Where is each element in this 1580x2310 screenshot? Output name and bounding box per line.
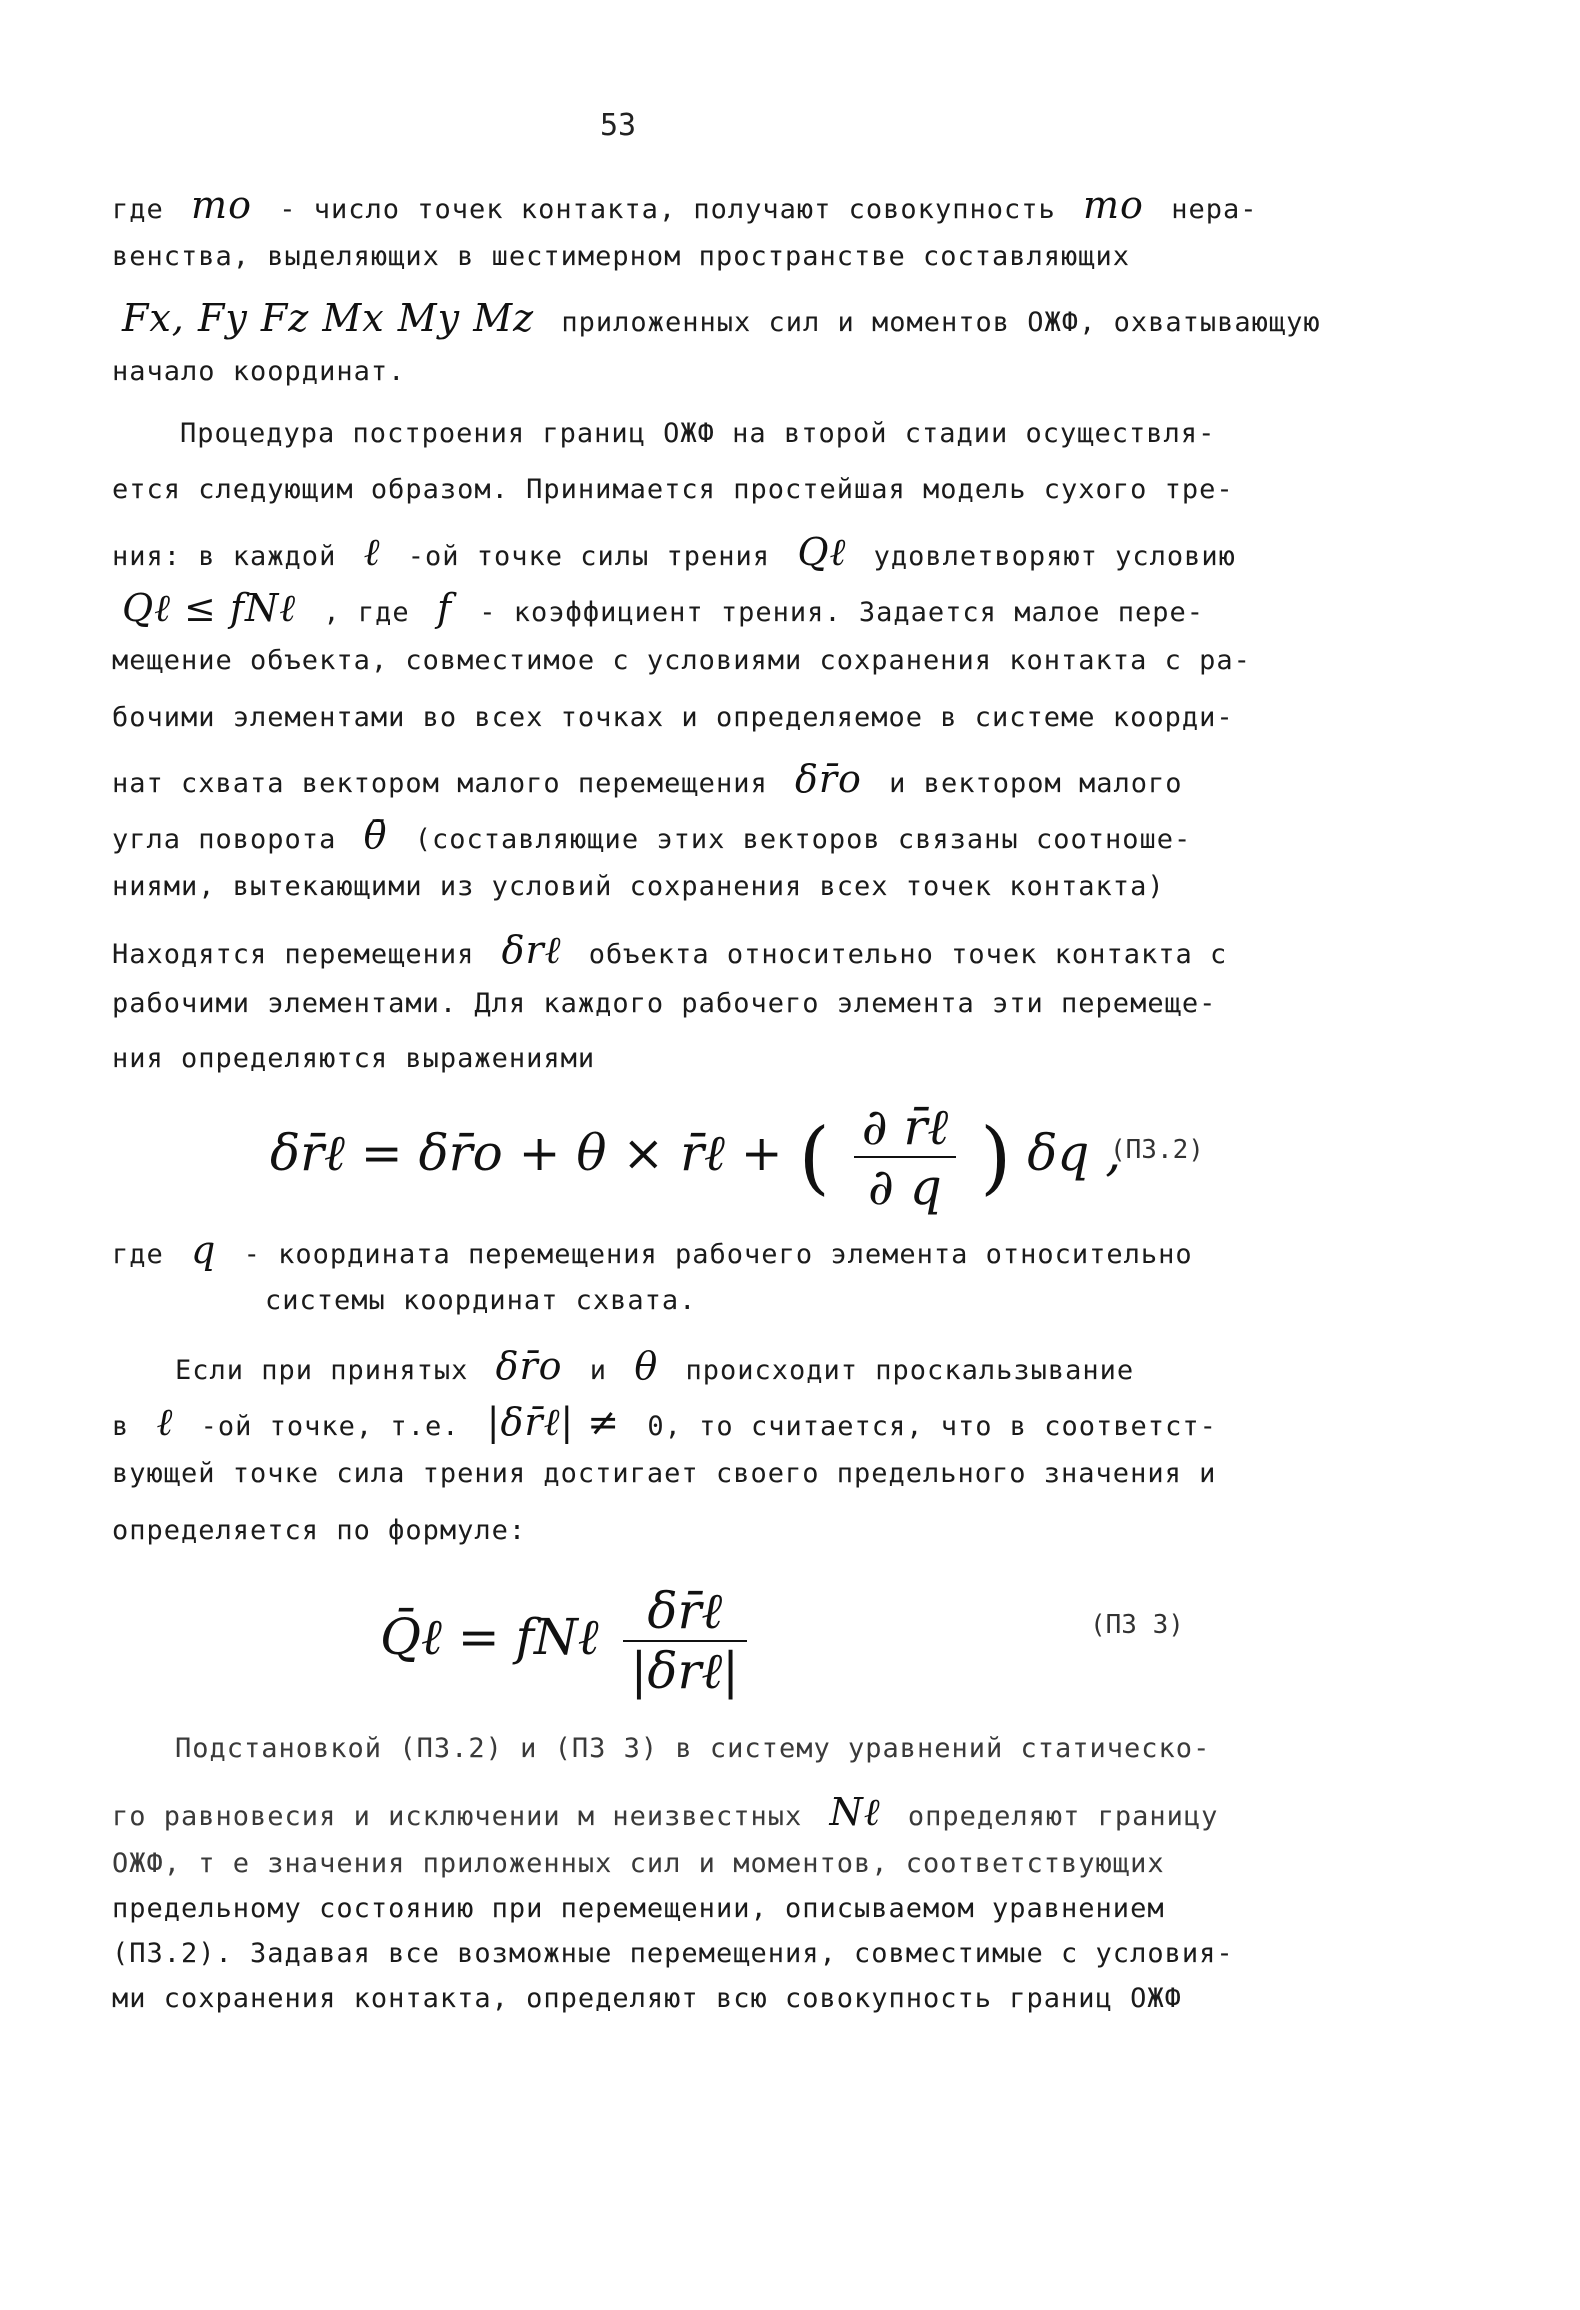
text-fragment: приложенных сил и моментов ОЖФ, охватывающую [561, 307, 1321, 338]
text-fragment: и вектором малого [889, 768, 1183, 799]
text-line [112, 813, 1191, 857]
text-line: ниями, вытекающими из условий сохранения всех точек контакта) [112, 871, 1165, 902]
text-line [112, 1400, 1217, 1445]
text-line: ми сохранения контакта, определяют всю совокупность границ ОЖФ [112, 1983, 1182, 2014]
text-line: бочими элементами во всех точках и определяемое в системе коорди- [112, 702, 1234, 733]
text-line [112, 757, 1183, 801]
text-line: рабочими элементами. Для каждого рабочего элемента эти перемеще- [112, 988, 1217, 1019]
text-fragment: удовлетворяют условию [873, 541, 1236, 572]
text-fragment: где [112, 1239, 164, 1270]
text-fragment: - коэффициент трения. Задается малое пере- [479, 597, 1205, 628]
text-fragment: угла поворота [112, 824, 337, 855]
text-fragment: и [589, 1355, 608, 1386]
text-fragment: (составляющие этих векторов связаны соотноше- [414, 824, 1192, 855]
equation-equals: = [360, 1124, 403, 1182]
text-fragment: - число точек контакта, получают совокупность [279, 194, 1056, 225]
text-fragment: ния: в каждой [112, 541, 337, 572]
handwritten-symbol: q [191, 1228, 217, 1272]
text-fragment: го равновесия и исключении м неизвестных [112, 1801, 803, 1832]
text-line: ется следующим образом. Принимается простейшая модель сухого тре- [112, 474, 1234, 505]
text-line: ния определяются выражениями [112, 1043, 596, 1074]
handwritten-symbol: δr̄o [495, 1344, 563, 1388]
text-line [175, 1733, 1210, 1764]
equation-number: (ПЗ 3) [1090, 1610, 1184, 1640]
text-fragment: - координата перемещения рабочего элемента относительно [243, 1239, 1193, 1270]
handwritten-symbol: ℓ [363, 530, 381, 574]
text-line: (ПЗ.2). Задавая все возможные перемещения, совместимые с условия- [112, 1938, 1234, 1969]
handwritten-symbol: θ̄ [363, 813, 388, 857]
handwritten-symbol: δr̄o [794, 757, 862, 801]
text-fragment: Подстановкой (ПЗ.2) и (ПЗ 3) в систему уравнений статическо- [175, 1733, 1211, 1764]
handwritten-symbol: Nℓ [829, 1790, 881, 1834]
text-line: определяется по формуле: [112, 1515, 527, 1546]
text-line: Процедура построения границ ОЖФ на второй стадии осуществля- [180, 418, 1216, 449]
text-fragment: -ой точке, т.е. [200, 1411, 460, 1442]
handwritten-symbol: mo [1083, 183, 1144, 227]
text-fragment: Находятся перемещения [112, 939, 475, 970]
equation-fraction [623, 1582, 748, 1700]
text-fragment: где [112, 194, 164, 225]
text-line: системы координат схвата. [265, 1285, 697, 1316]
text-line [112, 1228, 1193, 1272]
fraction-denominator: ∂ q [868, 1158, 942, 1216]
equation-term: δr̄o + θ × r̄ℓ + [418, 1124, 783, 1182]
text-line [112, 1790, 1218, 1835]
equation-left-paren: ( [798, 1110, 830, 1204]
equation-tail: δq , [1027, 1124, 1122, 1182]
equation-right-paren: ) [980, 1110, 1012, 1204]
text-line: предельному состоянию при перемещении, описываемом уравнением [112, 1893, 1165, 1924]
text-line: начало координат. [112, 356, 406, 387]
text-line [175, 1344, 1134, 1388]
handwritten-symbol: mo [191, 183, 252, 227]
text-line: вующей точке сила трения достигает своего предельного значения и [112, 1458, 1217, 1489]
page-number: 53 [600, 108, 637, 143]
handwritten-symbol: |δr̄ℓ| ≠ [486, 1400, 621, 1444]
text-line [112, 928, 1227, 973]
text-line [112, 586, 1204, 631]
equation-number: (ПЗ.2) [1110, 1135, 1204, 1165]
equation-lhs: δr̄ℓ [270, 1124, 345, 1182]
equation-lhs: Q̄ℓ = fNℓ [380, 1608, 599, 1666]
text-line: венства, выделяющих в шестимерном пространстве составляющих [112, 241, 1131, 272]
handwritten-symbol: Qℓ [797, 530, 847, 574]
handwritten-symbol: Qℓ ≤ fNℓ [122, 586, 297, 630]
text-line: ОЖФ, т е значения приложенных сил и моментов, соответствующих [112, 1848, 1165, 1879]
text-fragment: 0, то считается, что в соответст- [647, 1411, 1217, 1442]
text-fragment: нат схвата вектором малого перемещения [112, 768, 768, 799]
text-fragment: нера- [1171, 194, 1258, 225]
fraction-numerator: δr̄ℓ [623, 1582, 748, 1642]
fraction-denominator: |δrℓ| [630, 1642, 740, 1700]
text-fragment: -ой точке силы трения [407, 541, 771, 572]
text-fragment: происходит проскальзывание [685, 1355, 1135, 1386]
handwritten-symbol: Fx, Fy Fz Mx My Mz [122, 296, 535, 340]
fraction-numerator: ∂ r̄ℓ [854, 1098, 956, 1158]
handwritten-symbol: δrℓ [501, 928, 562, 972]
handwritten-symbol: θ [634, 1344, 659, 1388]
text-line: мещение объекта, совместимое с условиями сохранения контакта с ра- [112, 645, 1251, 676]
equation-pz3 [380, 1582, 755, 1700]
equation-fraction [854, 1098, 956, 1216]
text-line [112, 530, 1236, 575]
text-line [112, 296, 1321, 340]
text-fragment: объекта относительно точек контакта с [588, 939, 1228, 970]
equation-pz2 [270, 1098, 1121, 1216]
text-fragment: в [112, 1411, 130, 1442]
text-fragment: Если при принятых [175, 1355, 469, 1386]
text-fragment: определяют границу [907, 1801, 1219, 1832]
handwritten-symbol: f [436, 586, 453, 630]
text-fragment: , где [323, 597, 410, 628]
handwritten-symbol: ℓ [156, 1400, 174, 1444]
text-line [112, 183, 1257, 227]
